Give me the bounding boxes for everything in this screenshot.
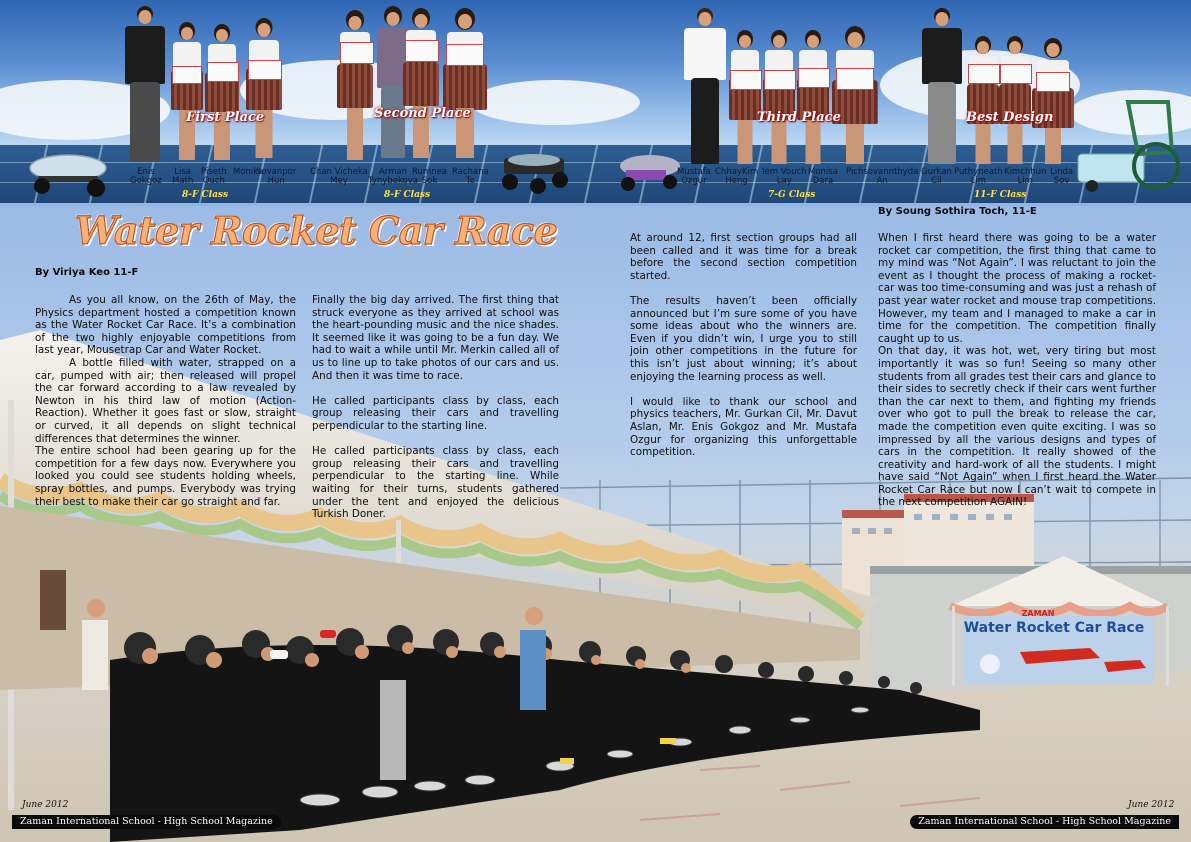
class-label: 11-F Class [974,190,1027,200]
name-caption: Gurkan Cil [921,167,952,186]
teacher-figure [120,6,170,166]
magazine-footer-left: Zaman International School - High School Magazine [12,815,281,829]
byline-left: By Viriya Keo 11-F [35,267,139,278]
class-label: 8-F Class [182,190,229,200]
paragraph: The results haven’t been officially announced but I’m sure some of you have some ideas about who the winners are. Even if you didn’t win, I urge you to still join other competitions in the future for this isn’t just about winning; it’s about enjoying the learning process as well. [630,294,857,383]
banner-title: Water Rocket Car Race [963,620,1145,636]
article-title: Water Rocket Car Race [75,208,558,253]
student-figure [966,36,1000,168]
student-figure [998,36,1032,168]
article-column-3 [630,232,857,459]
paragraph: On that day, it was hot, wet, very tiring but most importantly it was so fun! Seeing so many other students from all grades test their cars and glance to their sides to secretly check if their cars went further than the car next to them, and fighting my friends over who got to pull the break to release the car, made the competition even quite exciting. I was so impressed by all the various designs and types of cars in the competition. It really showed of the creativity and hard-work of all the students. I might have said “Not Again” when I first heard the Water Rocket Car Race but now I can’t wait to compete in the next competition AGAIN! [878,345,1156,509]
award-label-best-design: Best Design [966,110,1054,125]
paragraph: I would like to thank our school and physics teachers, Mr. Gurkan Cil, Mr. Davut Aslan, Mr. Enis Gokgoz and Mr. Mustafa Ozgur for organizing this unforgettable competition. [630,395,857,459]
paragraph: The entire school had been gearing up for the competition for a few days now. Everywhere you looked you could see students holding wheels, spray bottles, and pumps. Everybody was trying their best to make their car go straight and far. [35,445,296,508]
class-label: 8-F Class [384,190,431,200]
rocket-car-photo [614,148,686,194]
rocket-car-photo [24,146,116,198]
name-caption: Monika [233,167,264,177]
award-label-second-place: Second Place [374,106,471,121]
name-caption: Chan Vicheka Mey [310,167,368,186]
name-caption: Sovanpor Hun [256,167,297,186]
name-caption: Lisa Math [172,167,194,186]
issue-date-right: June 2012 [1128,800,1175,810]
name-caption: ChhayKim Heng [715,167,759,186]
rocket-car-photo [498,148,572,196]
name-caption: Rumnea Sok [412,167,448,186]
article-column-4 [878,232,1156,509]
magazine-footer-right: Zaman International School - High School Magazine [910,815,1179,829]
name-caption: Puthyneath Lim [954,167,1003,186]
paragraph: When I first heard there was going to be a water rocket car competition, the first thing that came to my mind was “Not Again”. I was reluctant to join the event as I thought the process of making a rocket-car was too time-consuming and was just a rehash of past year water rocket and mouse trap competitions. However, my team and I managed to make a car in time for the competition. The competition finally caught up to us. [878,232,1156,345]
student-figure [796,30,830,168]
name-caption: Kimchhun Lim [1004,167,1047,186]
name-caption: Arman Tynybekova [368,167,418,186]
student-figure [762,30,796,168]
student-figure [170,22,204,168]
article-column-2 [312,294,559,521]
award-label-first-place: First Place [186,110,265,125]
name-caption: Pichsovannthyda An [846,167,919,186]
teacher-figure [918,8,966,168]
teacher-figure [680,8,730,168]
paragraph: A bottle filled with water, strapped on a car, pumped with air; then released will propel the car forward according to a law revealed by Newton in his third law of motion (Action-Reaction). Whether it goes fast or slow, straight or curved, it all depends on slight technical differences that determines the winner. [35,356,296,445]
paragraph: At around 12, first section groups had all been called and it was time for a break before the second section competition started. [630,232,857,282]
name-caption: Enis Gokgoz [130,167,162,186]
student-figure [204,24,240,168]
byline-right: By Soung Sothira Toch, 11-E [878,206,1037,217]
wheelchair-car-photo [1068,92,1184,196]
paragraph: He called participants class by class, each group releasing their cars and travelling perpendicular to the starting line. [312,394,559,432]
name-caption: Rachana Te [452,167,489,186]
paragraph: He called participants class by class, each group releasing their cars and travelling perpendicular to the starting line. While waiting for their turns, students gathered under the tent and enjoyed the delicious Turkish Doner. [312,445,559,521]
student-figure [728,30,762,168]
award-label-third-place: Third Place [757,110,841,125]
student-figure [336,10,374,168]
paragraph: Finally the big day arrived. The first thing that struck everyone as they arrived at school was the heart-pounding music and the nice shades. It seemed like it was going to be a fun day. We had to wait a while until Mr. Merkin called all of us to line up to take photos of our cars and us. And then it was time to race. [312,294,559,382]
student-figure [402,8,440,168]
name-caption: Monisa Dara [808,167,838,186]
name-caption: Mustafa Ozgur [677,167,711,186]
cloud [470,80,640,125]
student-figure [830,26,880,168]
class-label: 7-G Class [768,190,816,200]
name-caption: Linda Sov [1050,167,1074,186]
issue-date-left: June 2012 [22,800,69,810]
student-figure [440,8,490,168]
student-figure [244,18,284,168]
banner-brand: ZAMAN [1021,609,1055,618]
name-caption: Iem Vouch Lay [762,167,807,186]
article-column-1 [35,294,296,508]
paragraph: As you all know, on the 26th of May, the Physics department hosted a competition known as the Water Rocket Car Race. It’s a combination of the two highly enjoyable competitions from last year, Mousetrap Car and Water Rocket. [35,294,296,357]
name-caption: Piseth Ouch [201,167,227,186]
